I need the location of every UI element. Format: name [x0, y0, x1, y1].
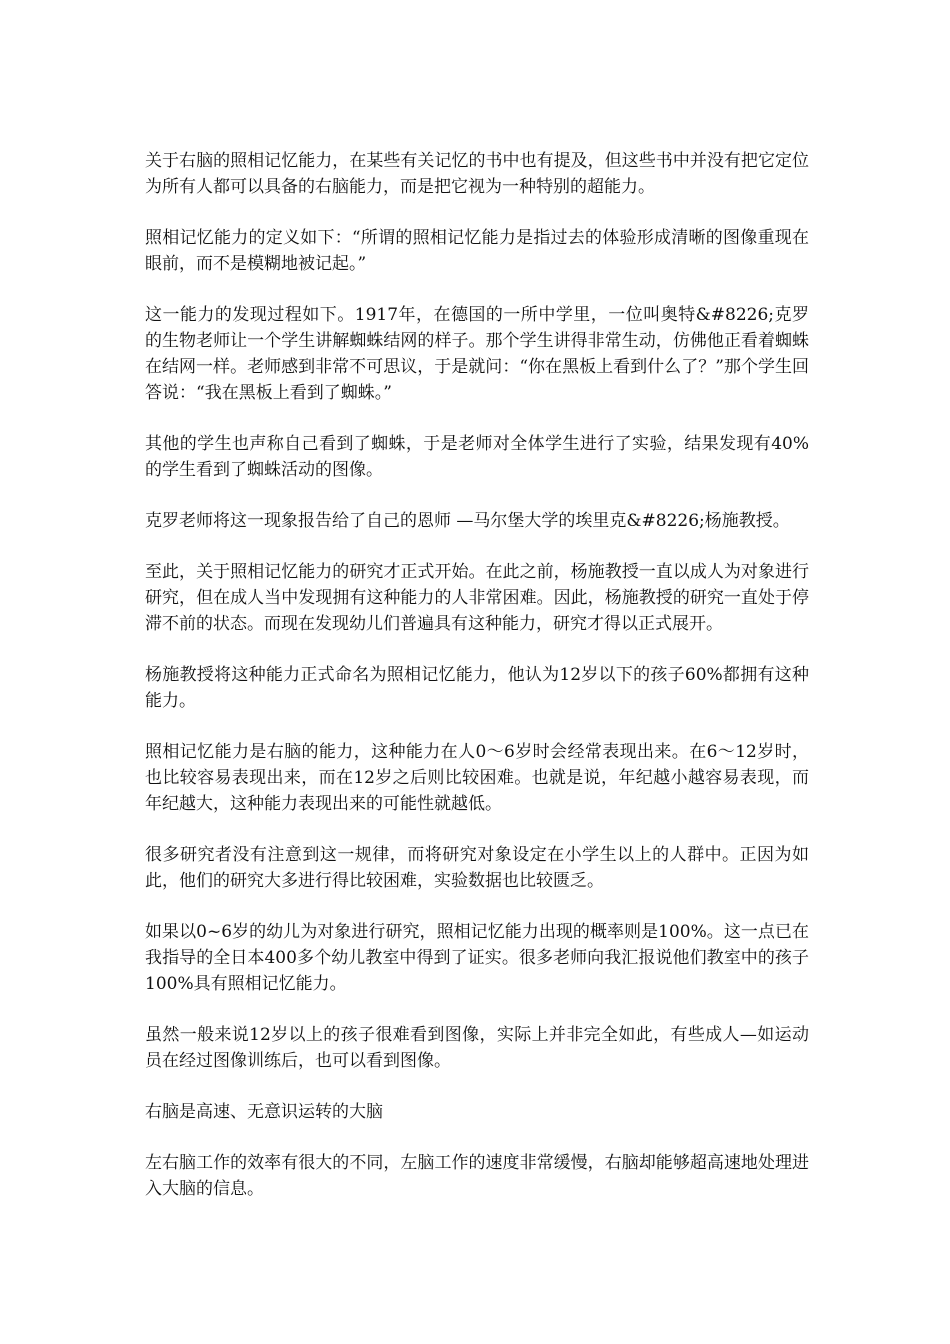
paragraph-11: 虽然一般来说12岁以上的孩子很难看到图像，实际上并非完全如此，有些成人—如运动员在经过图像训练后，也可以看到图像。 [145, 1025, 809, 1071]
document-page [145, 148, 809, 1227]
paragraph-12: 左右脑工作的效率有很大的不同，左脑工作的速度非常缓慢，右脑却能够超高速地处理进入大脑的信息。 [145, 1153, 809, 1199]
paragraph-7: 杨施教授将这种能力正式命名为照相记忆能力，他认为12岁以下的孩子60%都拥有这种能力。 [145, 665, 809, 711]
paragraph-4: 其他的学生也声称自己看到了蜘蛛，于是老师对全体学生进行了实验，结果发现有40%的学生看到了蜘蛛活动的图像。 [145, 434, 809, 480]
paragraph-9: 很多研究者没有注意到这一规律，而将研究对象设定在小学生以上的人群中。正因为如此，他们的研究大多进行得比较困难，实验数据也比较匮乏。 [145, 845, 809, 891]
paragraph-3: 这一能力的发现过程如下。1917年，在德国的一所中学里，一位叫奥特&#8226;克罗的生物老师让一个学生讲解蜘蛛结网的样子。那个学生讲得非常生动，仿佛他正看着蜘蛛在结网一样。老师感到非常不可思议，于是就问：“你在黑板上看到什么了？”那个学生回答说：“我在黑板上看到了蜘蛛。” [145, 305, 809, 403]
paragraph-6: 至此，关于照相记忆能力的研究才正式开始。在此之前，杨施教授一直以成人为对象进行研究，但在成人当中发现拥有这种能力的人非常困难。因此，杨施教授的研究一直处于停滞不前的状态。而现在发现幼儿们普遍具有这种能力，研究才得以正式展开。 [145, 562, 809, 634]
paragraph-2: 照相记忆能力的定义如下：“所谓的照相记忆能力是指过去的体验形成清晰的图像重现在眼前，而不是模糊地被记起。” [145, 228, 809, 274]
section-heading: 右脑是高速、无意识运转的大脑 [145, 1102, 383, 1122]
paragraph-10: 如果以0~6岁的幼儿为对象进行研究，照相记忆能力出现的概率则是100%。这一点已在我指导的全日本400多个幼儿教室中得到了证实。很多老师向我汇报说他们教室中的孩子100%具有照相记忆能力。 [145, 922, 809, 994]
paragraph-1: 关于右脑的照相记忆能力，在某些有关记忆的书中也有提及，但这些书中并没有把它定位为所有人都可以具备的右脑能力，而是把它视为一种特别的超能力。 [145, 151, 809, 197]
paragraph-8: 照相记忆能力是右脑的能力，这种能力在人0～6岁时会经常表现出来。在6～12岁时，也比较容易表现出来，而在12岁之后则比较困难。也就是说，年纪越小越容易表现，而年纪越大，这种能力表现出来的可能性就越低。 [145, 742, 809, 814]
paragraph-5: 克罗老师将这一现象报告给了自己的恩师 —马尔堡大学的埃里克&#8226;杨施教授。 [145, 511, 790, 531]
